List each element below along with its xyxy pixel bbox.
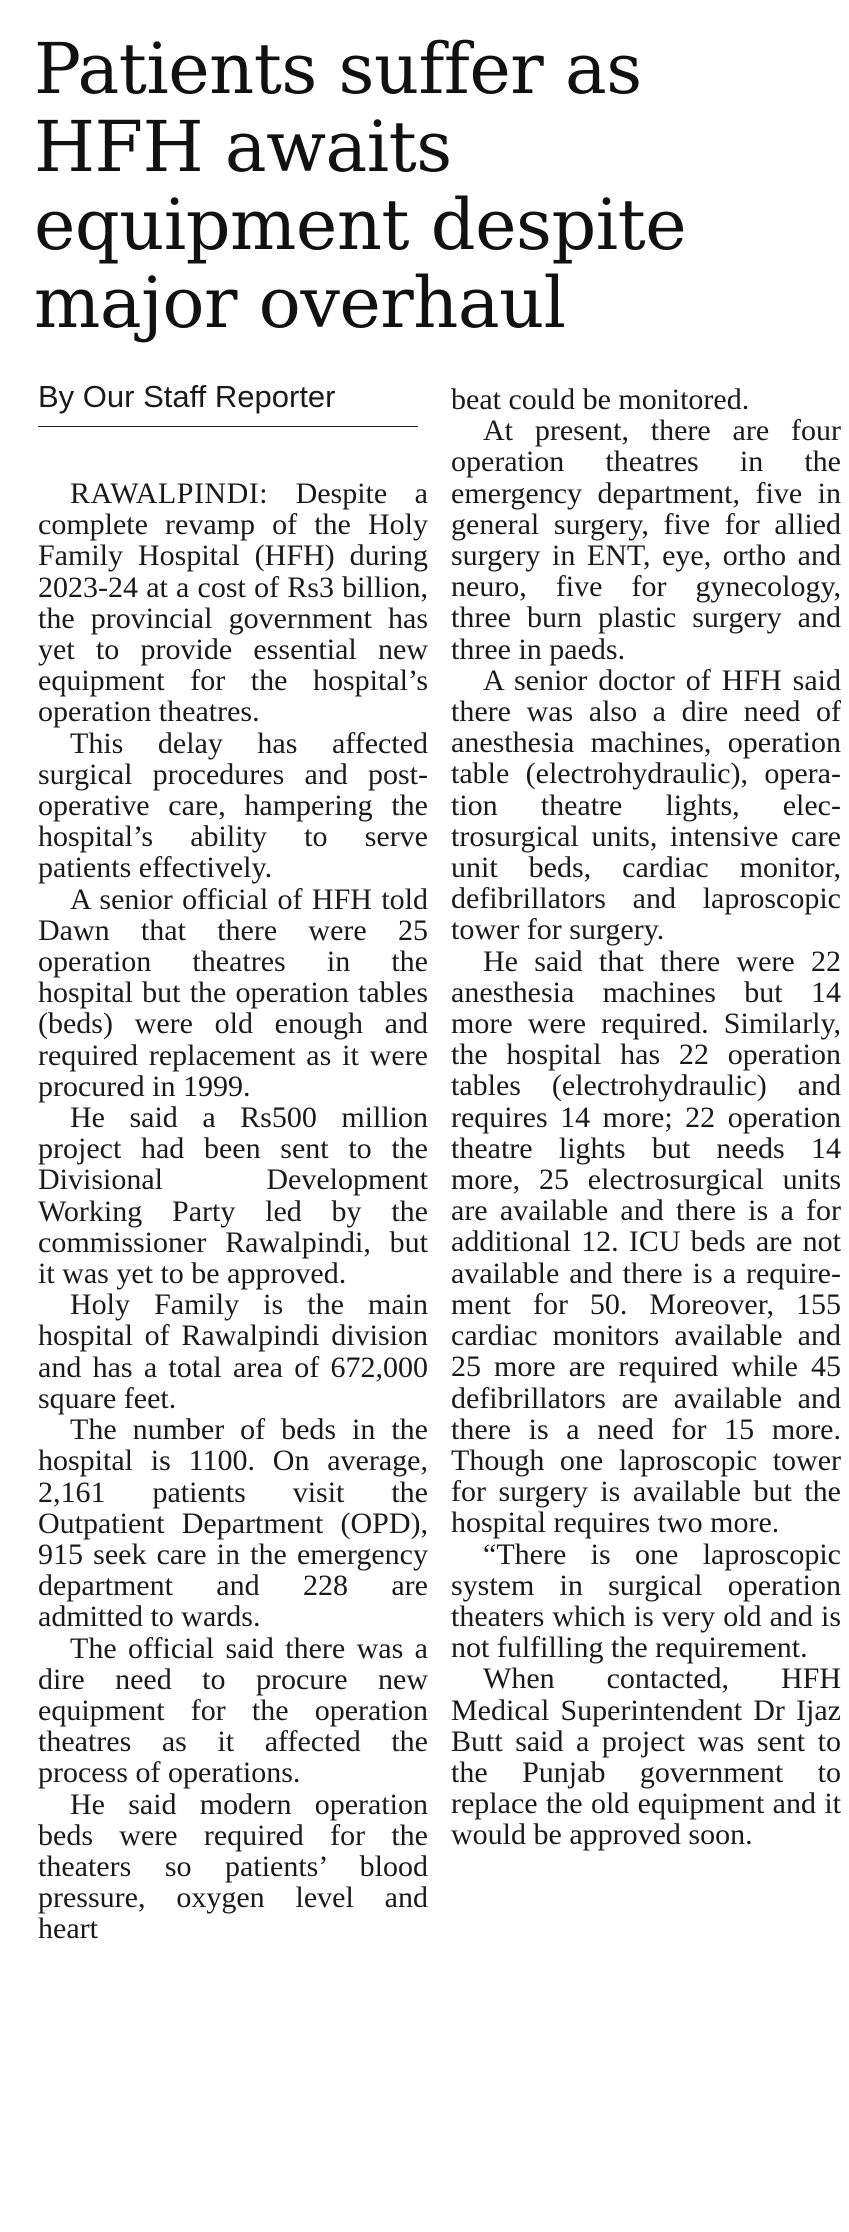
article-column-right xyxy=(451,384,841,1851)
paragraph-text: Despite a complete revamp of the Holy Family Hospital (HFH) during 2023-24 at a cost of Rs3 billion, the provincial government has yet to provide essential new equipment for the hospital’s operation theatres. xyxy=(38,477,428,729)
article-paragraph: The official said there was a dire need to procure new equipment for the operation theatres as it affected the process of operations. xyxy=(38,1631,428,1790)
article-paragraph: The number of beds in the hospital is 1100. On average, 2,161 patients visit the Outpatient Department (OPD), 915 seek care in the emergency department and 228 are admitted to wards. xyxy=(38,1413,428,1634)
article-paragraph: A senior official of HFH told Dawn that there were 25 operation theatres in the hospital but the operation tables (beds) were old enough and required replacement as it were procured in 1999. xyxy=(38,882,428,1103)
article-paragraph: When contacted, HFH Medical Superintendent Dr Ijaz Butt said a project was sent to the Punjab government to replace the old equipment and it would be approved soon. xyxy=(451,1662,841,1852)
article-paragraph: Holy Family is the main hospital of Rawalpindi division and has a total area of 672,000 square feet. xyxy=(38,1288,428,1415)
article-paragraph: He said modern operation beds were required for the theaters so patients’ blood pressure, oxygen level and heart xyxy=(38,1787,428,1946)
article-paragraph xyxy=(38,478,428,728)
article-column-left xyxy=(38,478,428,1945)
byline: By Our Staff Reporter xyxy=(38,379,336,414)
byline-rule xyxy=(38,426,418,427)
article-paragraph: At present, there are four operation theatres in the emergency department, five in general surgery, five for allied surgery in ENT, eye, ortho and neuro, five for gynecology, three burn plastic surgery and three in paeds. xyxy=(451,414,841,666)
headline: Patients suffer as HFH awaits equipment despite major overhaul xyxy=(34,28,687,344)
article-paragraph: This delay has affected surgical procedures and post-operative care, hampering the hospital’s ability to serve patients effectively. xyxy=(38,726,428,885)
article-paragraph: “There is one laproscopic system in surgical operation theaters which is very old and is not fulfilling the requirement. xyxy=(451,1537,841,1665)
article-paragraph-continued: beat could be monitored. xyxy=(451,383,750,416)
article-paragraph: He said a Rs500 million project had been sent to the Divisional Development Working Party led by the commissioner Rawalpindi, but it was yet to be approved. xyxy=(38,1101,428,1291)
dateline: RAWALPINDI: xyxy=(70,477,269,510)
article-paragraph: He said that there were 22 anesthesia machines but 14 more were required. Similarly, the hospital has 22 operation tables (electrohydraulic) and requires 14 more; 22 operation theatre lights but needs 14 more, 25 electrosurgical units are available and there is a for additional 12. ICU beds are not available and there is a requirement for 50. Moreover, 155 cardiac monitors available and 25 more are required while 45 defibrillators are available and there is a need for 15 more. Though one laproscopic tower for surgery is available but the hospital requires two more. xyxy=(451,944,841,1540)
article-paragraph: A senior doctor of HFH said there was also a dire need of anesthesia machines, operation table (electrohydraulic), operation theatre lights, electrosurgical units, intensive care unit beds, cardiac monitor, defibrillators and laproscopic tower for surgery. xyxy=(451,663,841,947)
